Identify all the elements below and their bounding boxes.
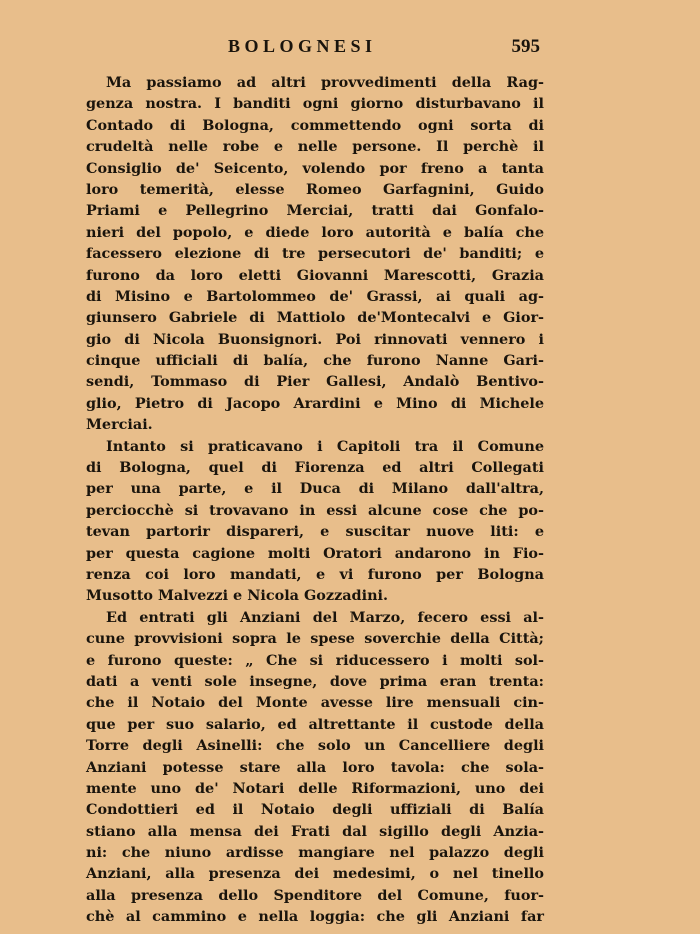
text-line: chè al cammino e nella loggia: che gli Anziani far [86,908,544,926]
running-head [0,36,700,62]
text-line: perciocchè si trovavano in essi alcune cose che po- [86,501,544,519]
text-line: que per suo salario, ed altrettante il custode della [86,715,544,733]
text-line: Consiglio de' Seicento, volendo por freno a tanta [86,159,544,177]
text-line: dati a venti sole insegne, dove prima eran trenta: [86,672,544,690]
text-line: cune provvisioni sopra le spese soverchie della Città; [86,630,544,648]
text-line: Ed entrati gli Anziani del Marzo, fecero essi al- [106,608,544,626]
text-line: gio di Nicola Buonsignori. Poi rinnovati vennero i [86,330,544,348]
text-line: Ma passiamo ad altri provvedimenti della Rag- [106,74,544,91]
text-line: mente uno de' Notari delle Riformazioni, uno dei [86,779,544,797]
page-number: 595 [511,36,540,57]
text-line: furono da loro eletti Giovanni Marescotti, Grazia [86,266,544,284]
body-text [86,72,544,928]
text-line: loro temerità, elesse Romeo Garfagnini, Guido [86,180,544,198]
text-line: glio, Pietro di Jacopo Arardini e Mino di Michele [86,394,544,412]
text-line: alla presenza dello Spenditore del Comune, fuor- [86,886,544,904]
text-line: Anziani, alla presenza dei medesimi, o nel tinello [86,865,544,883]
text-line: sendi, Tommaso di Pier Gallesi, Andalò Bentivo- [86,373,544,391]
text-line: Merciai. [86,416,153,434]
text-line: Intanto si praticavano i Capitoli tra il Comune [106,437,544,455]
text-line: cinque ufficiali di balía, che furono Nanne Gari- [86,352,544,370]
text-line: Torre degli Asinelli: che solo un Cancelliere degli [86,737,544,755]
text-line: tevan partorir dispareri, e suscitar nuove liti: e [86,523,544,541]
text-line: per questa cagione molti Oratori andarono in Fio- [86,544,544,562]
text-line: Contado di Bologna, commettendo ogni sorta di [86,116,544,134]
text-line: facessero elezione di tre persecutori de' banditi; e [86,245,544,263]
text-line: Condottieri ed il Notaio degli uffiziali di Balía [86,801,544,819]
text-line: stiano alla mensa dei Frati dal sigillo degli Anzia- [86,822,544,840]
text-line: Anziani potesse stare alla loro tavola: che sola- [86,758,544,776]
running-title: BOLOGNESI [228,36,377,56]
text-line: di Misino e Bartolommeo de' Grassi, ai quali ag- [86,287,544,305]
text-line: renza coi loro mandati, e vi furono per Bologna [86,565,544,583]
text-line: genza nostra. I banditi ogni giorno disturbavano il [86,95,544,113]
text-line: giunsero Gabriele di Mattiolo de'Montecalvi e Gior- [86,309,544,327]
text-line: e furono queste: „ Che si riducessero i molti sol- [86,651,544,669]
text-line: che il Notaio del Monte avesse lire mensuali cin- [86,694,544,712]
text-line: nieri del popolo, e diede loro autorità e balía che [86,223,544,241]
text-line: per una parte, e il Duca di Milano dall'altra, [86,480,544,498]
text-line: crudeltà nelle robe e nelle persone. Il perchè il [86,138,544,156]
text-line: ni: che niuno ardisse mangiare nel palazzo degli [86,844,544,862]
text-line: Priami e Pellegrino Merciai, tratti dai Gonfalo- [86,202,544,220]
text-line: Musotto Malvezzi e Nicola Gozzadini. [86,587,389,605]
text-line: di Bologna, quel di Fiorenza ed altri Collegati [86,459,544,477]
